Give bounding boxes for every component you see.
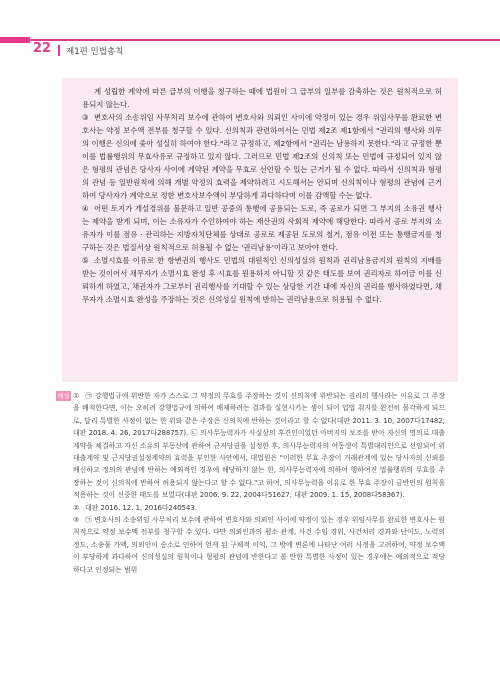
header-tab [0, 37, 30, 43]
solution-paragraph-1: ① ㉠ 강행법규에 위반한 자가 스스로 그 약정의 무효를 주장하는 것이 신의칙에 위반되는 권리의 행사라는 이유로 그 주장을 배척한다면, 이는 오히려 강행법규에 의하여 배제하려는 결과를 실현시키는 셈이 되어 입법 취지를 완전히 몰각하게 되므로, 달리 특별한 사정이 없는 한 위와 같은 주장은 신의칙에 반하는 것이라고 할 수 없다(대판 2011. 3. 10, 2007다17482; 대판 2018. 4. 26, 2017다288757). ㉡ 의사무능력자가 사실상의 후견인이었던 아버지의 보조를 받아 자신의 명의로 대출계약을 체결하고 자신 소유의 부동산에 관하여 근저당권을 설정한 후, 의사무능력자의 여동생이 특별대리인으로 선임되어 위 대출계약 및 근저당권설정계약의 효력을 부인한 사안에서, 대법원은 "이러한 무효 주장이 거래관계에 있는 당사자의 신뢰를 배신하고 정의의 관념에 반하는 예외적인 경우에 해당하지 않는 한, 의사무능력자에 의하여 행하여진 법률행위의 무효를 주장하는 것이 신의칙에 반하여 허용되지 않는다고 할 수 없다."고 하여, 의사무능력을 이유로 한 무효 주장이 금반언의 원칙을 적용하는 것이 신중한 태도를 보였다(대판 2006. 9. 22, 2004다51627; 대판 2009. 1. 15, 2008다58367). [73, 392, 445, 500]
box-paragraph-3: ③ 변호사의 소송위임 사무처리 보수에 관하여 변호사와 의뢰인 사이에 약정이 있는 경우 위임사무를 완료한 변호사는 약정 보수액 전부를 청구할 수 있다. 신의칙과 관련하여서는 민법 제2조 제1항에서 "권리의 행사와 의무의 이행은 신의에 좇아 성실히 하여야 한다."라고 규정하고, 제2항에서 "권리는 남용하지 못한다."라고 규정한 뿐 이를 법률행위의 무효사유로 규정하고 있지 않다. 그러므로 민법 제2조의 신의칙 또는 민법에 규정되어 있지 않은 형평의 관념은 당사자 사이에 계약된 계약을 무효로 선언할 수 있는 근거가 될 수 없다. 따라서 신의칙과 형평의 관념 등 일반원칙에 의해 개별 약정의 효력을 제약하려고 시도해서는 안되며 신의칙이나 형평의 관념에 근거하여 당사자가 계약으로 정한 변호사보수액이 부당하게 과다하다며 이를 감액할 수는 없다. [82, 113, 442, 200]
solution-paragraph-2: ② 대판 2016. 12. 1, 2016다240543. [73, 503, 198, 512]
solution-badge: 해설 [57, 392, 70, 400]
solution-section [73, 390, 445, 576]
page-separator [58, 45, 60, 56]
header-rule [0, 39, 500, 41]
box-paragraph-4: ④ 어떤 토지가 개설경위를 불문하고 일반 공중의 통행에 공용되는 도로, 즉 공로가 되면 그 부지의 소유권 행사는 제약을 받게 되며, 이는 소유자가 수인하여야 하는 재산권의 사회적 제약에 해당한다. 따라서 공로 부지의 소유자가 이를 점유 · 관리하는 지방자치단체를 상대로 공로로 제공된 도로의 철거, 점유 이전 또는 통행금지를 청구하는 것은 법질서상 원칙적으로 허용될 수 없는 '권리남용'이라고 보아야 한다. [82, 204, 442, 252]
box-paragraph-0: 계 성립한 계약에 따른 급부의 이행을 청구하는 때에 법원이 그 급부의 일부를 감축하는 것은 원칙적으로 허용되지 않는다. [82, 87, 442, 109]
question-box-content [82, 85, 442, 306]
page-number: 22 [33, 41, 52, 56]
solution-paragraph-3: ③ ㉠ 변호사의 소송위임 사무처리 보수에 관하여 변호사와 의뢰인 사이에 약정이 있는 경우 위임사무를 완료한 변호사는 원칙적으로 약정 보수액 전부를 청구할 수 있다. 다만 의뢰인과의 평소 관계, 사건 수임 경위, 사건처리 경과와 난이도, 노력의 정도, 소송물 가액, 의뢰인이 승소로 인하여 얻게 된 구체적 이익, 그 밖에 변론에 나타난 여러 사정을 고려하여, 약정 보수액이 부당하게 과다하여 신의성실의 원칙이나 형평의 관념에 반한다고 볼 만한 특별한 사정이 있는 경우에는 예외적으로 적당하다고 인정되는 범위 [73, 516, 445, 574]
question-box [62, 78, 458, 382]
box-paragraph-5: ⑤ 소멸시효를 이유로 한 항변권의 행사도 민법의 대원칙인 신의성실의 원칙과 권리남용금지의 원칙의 지배를 받는 것이어서 채무자가 소멸시효 완성 후 시효를 원용하지 아니할 것 같은 태도를 보여 권리자로 하여금 이를 신뢰하게 하였고, 채권자가 그로부터 권리행사를 기대할 수 있는 상당한 기간 내에 자신의 권리를 행사하였다면, 채무자가 소멸시효 완성을 주장하는 것은 신의성실 원칙에 반하는 권리남용으로 허용될 수 없다. [82, 256, 442, 304]
book-title: 제1편 민법총칙 [66, 47, 124, 57]
